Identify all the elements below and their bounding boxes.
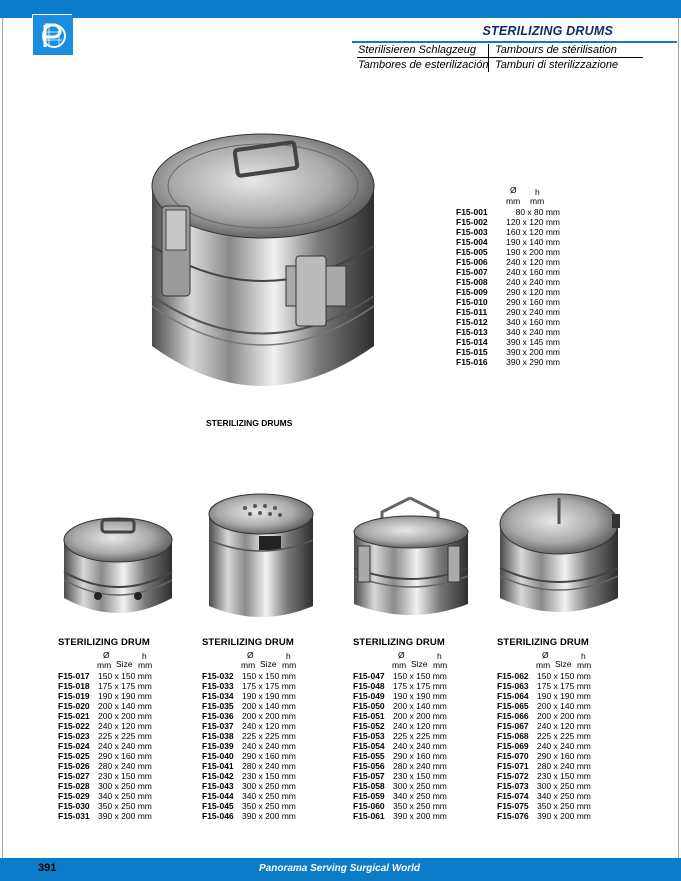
product-code: F15-023 bbox=[58, 731, 90, 741]
product-code: F15-003 bbox=[456, 227, 488, 237]
size-row bbox=[497, 801, 591, 811]
product-code: F15-036 bbox=[202, 711, 234, 721]
size-label: Size bbox=[555, 659, 572, 669]
size-row bbox=[497, 701, 591, 711]
panorama-logo bbox=[32, 14, 72, 54]
product-code: F15-001 bbox=[456, 207, 488, 217]
column-header bbox=[58, 650, 152, 671]
product-dimensions: 280 x 240 mm bbox=[242, 761, 296, 771]
product-dimensions: 290 x 160 mm bbox=[98, 751, 152, 761]
product-code: F15-048 bbox=[353, 681, 385, 691]
product-dimensions: 150 x 150 mm bbox=[393, 671, 447, 681]
footer-tagline: Panorama Serving Surgical World bbox=[259, 863, 420, 874]
size-row bbox=[497, 681, 591, 691]
product-code: F15-043 bbox=[202, 781, 234, 791]
product-dimensions: 225 x 225 mm bbox=[98, 731, 152, 741]
product-dimensions: 240 x 160 mm bbox=[506, 267, 560, 277]
height-symbol: h bbox=[142, 651, 147, 661]
product-code: F15-012 bbox=[456, 317, 488, 327]
product-dimensions: 230 x 150 mm bbox=[242, 771, 296, 781]
diameter-symbol: Ø bbox=[510, 185, 517, 195]
product-code: F15-032 bbox=[202, 671, 234, 681]
product-dimensions: 340 x 250 mm bbox=[393, 791, 447, 801]
product-code: F15-060 bbox=[353, 801, 385, 811]
size-row bbox=[353, 801, 447, 811]
size-row bbox=[202, 671, 296, 681]
product-dimensions: 190 x 190 mm bbox=[393, 691, 447, 701]
product-dimensions: 190 x 140 mm bbox=[506, 237, 560, 247]
size-row bbox=[58, 671, 152, 681]
size-row bbox=[456, 297, 560, 307]
product-code: F15-035 bbox=[202, 701, 234, 711]
size-row bbox=[202, 781, 296, 791]
drum-image-2 bbox=[205, 488, 317, 622]
size-row bbox=[58, 731, 152, 741]
title-underline bbox=[352, 41, 677, 43]
size-row bbox=[58, 721, 152, 731]
product-code: F15-033 bbox=[202, 681, 234, 691]
size-row bbox=[58, 751, 152, 761]
product-dimensions: 280 x 240 mm bbox=[98, 761, 152, 771]
product-dimensions: 225 x 225 mm bbox=[393, 731, 447, 741]
product-dimensions: 300 x 250 mm bbox=[393, 781, 447, 791]
product-dimensions: 340 x 250 mm bbox=[98, 791, 152, 801]
size-row bbox=[497, 751, 591, 761]
product-dimensions: 350 x 250 mm bbox=[242, 801, 296, 811]
size-row bbox=[202, 801, 296, 811]
product-code: F15-067 bbox=[497, 721, 529, 731]
size-row bbox=[353, 681, 447, 691]
product-dimensions: 230 x 150 mm bbox=[537, 771, 591, 781]
size-row bbox=[58, 681, 152, 691]
column-header bbox=[497, 650, 591, 671]
product-dimensions: 300 x 250 mm bbox=[242, 781, 296, 791]
size-row bbox=[58, 701, 152, 711]
page-title: STERILIZING DRUMS bbox=[482, 24, 613, 38]
product-dimensions: 290 x 120 mm bbox=[506, 287, 560, 297]
size-row bbox=[202, 771, 296, 781]
product-code: F15-026 bbox=[58, 761, 90, 771]
product-dimensions: 225 x 225 mm bbox=[537, 731, 591, 741]
product-code: F15-037 bbox=[202, 721, 234, 731]
subtitle-german: Sterilisieren Schlagzeug bbox=[358, 44, 477, 56]
product-dimensions: 290 x 160 mm bbox=[506, 297, 560, 307]
column-header bbox=[202, 650, 296, 671]
product-code: F15-066 bbox=[497, 711, 529, 721]
product-dimensions: 150 x 150 mm bbox=[537, 671, 591, 681]
size-row bbox=[497, 731, 591, 741]
product-code: F15-057 bbox=[353, 771, 385, 781]
product-code: F15-055 bbox=[353, 751, 385, 761]
product-dimensions: 290 x 240 mm bbox=[506, 307, 560, 317]
diameter-symbol: Ø bbox=[398, 650, 405, 660]
product-code: F15-061 bbox=[353, 811, 385, 821]
size-row bbox=[456, 247, 560, 257]
product-column-4 bbox=[497, 637, 591, 821]
column-title: STERILIZING DRUM bbox=[202, 637, 294, 648]
size-row bbox=[202, 751, 296, 761]
product-code: F15-070 bbox=[497, 751, 529, 761]
top-bar bbox=[0, 0, 681, 18]
unit-label: mm bbox=[577, 660, 592, 670]
product-code: F15-034 bbox=[202, 691, 234, 701]
product-dimensions: 160 x 120 mm bbox=[506, 227, 560, 237]
product-code: F15-024 bbox=[58, 741, 90, 751]
product-dimensions: 280 x 240 mm bbox=[393, 761, 447, 771]
product-code: F15-006 bbox=[456, 257, 488, 267]
product-code: F15-011 bbox=[456, 307, 488, 317]
size-row bbox=[497, 761, 591, 771]
size-row bbox=[353, 761, 447, 771]
size-row bbox=[497, 811, 591, 821]
product-dimensions: 200 x 200 mm bbox=[537, 711, 591, 721]
unit-label: mm bbox=[392, 660, 407, 670]
size-row bbox=[202, 761, 296, 771]
unit-label: mm bbox=[97, 660, 112, 670]
product-dimensions: 290 x 160 mm bbox=[537, 751, 591, 761]
product-code: F15-047 bbox=[353, 671, 385, 681]
size-row bbox=[58, 691, 152, 701]
size-row bbox=[353, 711, 447, 721]
unit-label: mm bbox=[506, 196, 521, 206]
product-code: F15-050 bbox=[353, 701, 385, 711]
size-row bbox=[456, 337, 560, 347]
product-code: F15-016 bbox=[456, 357, 488, 367]
product-code: F15-002 bbox=[456, 217, 488, 227]
product-code: F15-039 bbox=[202, 741, 234, 751]
size-row bbox=[497, 671, 591, 681]
size-row bbox=[202, 791, 296, 801]
page-number: 391 bbox=[38, 862, 57, 874]
product-code: F15-007 bbox=[456, 267, 488, 277]
size-label: Size bbox=[260, 659, 277, 669]
size-row bbox=[58, 761, 152, 771]
product-code: F15-014 bbox=[456, 337, 488, 347]
product-dimensions: 175 x 175 mm bbox=[242, 681, 296, 691]
size-row bbox=[456, 217, 560, 227]
size-row bbox=[353, 781, 447, 791]
product-dimensions: 190 x 190 mm bbox=[242, 691, 296, 701]
product-code: F15-069 bbox=[497, 741, 529, 751]
product-code: F15-027 bbox=[58, 771, 90, 781]
product-dimensions: 190 x 200 mm bbox=[506, 247, 560, 257]
size-row bbox=[497, 691, 591, 701]
product-column-3 bbox=[353, 637, 447, 821]
size-row bbox=[58, 801, 152, 811]
main-caption: STERILIZING DRUMS bbox=[206, 418, 293, 428]
size-row bbox=[353, 791, 447, 801]
size-row bbox=[353, 751, 447, 761]
product-code: F15-041 bbox=[202, 761, 234, 771]
column-title: STERILIZING DRUM bbox=[353, 637, 445, 648]
subtitle-french: Tambours de stérilisation bbox=[495, 44, 617, 56]
product-dimensions: 300 x 250 mm bbox=[98, 781, 152, 791]
product-dimensions: 200 x 200 mm bbox=[393, 711, 447, 721]
product-dimensions: 200 x 140 mm bbox=[537, 701, 591, 711]
product-dimensions: 200 x 140 mm bbox=[393, 701, 447, 711]
size-row bbox=[456, 227, 560, 237]
size-row bbox=[353, 701, 447, 711]
product-code: F15-053 bbox=[353, 731, 385, 741]
subtitle-italian: Tamburi di sterilizzazione bbox=[495, 59, 619, 71]
size-row bbox=[456, 237, 560, 247]
size-row bbox=[497, 791, 591, 801]
product-dimensions: 200 x 200 mm bbox=[242, 711, 296, 721]
product-code: F15-009 bbox=[456, 287, 488, 297]
main-size-table bbox=[456, 187, 560, 367]
size-row bbox=[456, 327, 560, 337]
product-dimensions: 390 x 200 mm bbox=[98, 811, 152, 821]
size-row bbox=[456, 207, 560, 217]
main-drum-image bbox=[136, 126, 388, 408]
size-row bbox=[58, 711, 152, 721]
size-row bbox=[202, 681, 296, 691]
unit-label: mm bbox=[530, 196, 545, 206]
size-row bbox=[353, 771, 447, 781]
size-row bbox=[497, 721, 591, 731]
size-row bbox=[202, 741, 296, 751]
product-code: F15-044 bbox=[202, 791, 234, 801]
product-code: F15-005 bbox=[456, 247, 488, 257]
unit-label: mm bbox=[138, 660, 153, 670]
height-symbol: h bbox=[535, 187, 540, 197]
product-dimensions: 150 x 150 mm bbox=[98, 671, 152, 681]
product-code: F15-073 bbox=[497, 781, 529, 791]
product-dimensions: 240 x 120 mm bbox=[98, 721, 152, 731]
product-code: F15-029 bbox=[58, 791, 90, 801]
size-row bbox=[456, 267, 560, 277]
product-column-2 bbox=[202, 637, 296, 821]
size-table-header bbox=[456, 187, 560, 207]
product-code: F15-015 bbox=[456, 347, 488, 357]
size-row bbox=[456, 287, 560, 297]
product-dimensions: 300 x 250 mm bbox=[537, 781, 591, 791]
height-symbol: h bbox=[286, 651, 291, 661]
product-dimensions: 175 x 175 mm bbox=[393, 681, 447, 691]
unit-label: mm bbox=[433, 660, 448, 670]
size-row bbox=[58, 741, 152, 751]
product-dimensions: 230 x 150 mm bbox=[98, 771, 152, 781]
product-dimensions: 390 x 200 mm bbox=[537, 811, 591, 821]
unit-label: mm bbox=[282, 660, 297, 670]
product-code: F15-025 bbox=[58, 751, 90, 761]
product-code: F15-021 bbox=[58, 711, 90, 721]
size-row bbox=[202, 721, 296, 731]
product-dimensions: 390 x 200 mm bbox=[242, 811, 296, 821]
drum-image-1 bbox=[58, 510, 178, 622]
size-row bbox=[202, 711, 296, 721]
product-dimensions: 280 x 240 mm bbox=[537, 761, 591, 771]
product-dimensions: 350 x 250 mm bbox=[393, 801, 447, 811]
product-dimensions: 175 x 175 mm bbox=[98, 681, 152, 691]
size-row bbox=[456, 357, 560, 367]
size-label: Size bbox=[411, 659, 428, 669]
product-dimensions: 390 x 200 mm bbox=[393, 811, 447, 821]
size-row bbox=[202, 701, 296, 711]
product-code: F15-056 bbox=[353, 761, 385, 771]
drum-image-4 bbox=[494, 484, 624, 622]
product-code: F15-020 bbox=[58, 701, 90, 711]
product-dimensions: 340 x 160 mm bbox=[506, 317, 560, 327]
product-dimensions: 230 x 150 mm bbox=[393, 771, 447, 781]
product-column-1 bbox=[58, 637, 152, 821]
product-dimensions: 190 x 190 mm bbox=[537, 691, 591, 701]
product-dimensions: 200 x 140 mm bbox=[242, 701, 296, 711]
height-symbol: h bbox=[581, 651, 586, 661]
product-code: F15-062 bbox=[497, 671, 529, 681]
size-label: Size bbox=[116, 659, 133, 669]
product-dimensions: 240 x 240 mm bbox=[98, 741, 152, 751]
height-symbol: h bbox=[437, 651, 442, 661]
size-row bbox=[353, 811, 447, 821]
product-dimensions: 240 x 120 mm bbox=[537, 721, 591, 731]
product-code: F15-046 bbox=[202, 811, 234, 821]
size-row bbox=[353, 691, 447, 701]
product-dimensions: 150 x 150 mm bbox=[242, 671, 296, 681]
product-code: F15-030 bbox=[58, 801, 90, 811]
product-code: F15-063 bbox=[497, 681, 529, 691]
product-dimensions: 290 x 160 mm bbox=[393, 751, 447, 761]
product-dimensions: 340 x 240 mm bbox=[506, 327, 560, 337]
product-code: F15-042 bbox=[202, 771, 234, 781]
product-dimensions: 340 x 250 mm bbox=[537, 791, 591, 801]
column-title: STERILIZING DRUM bbox=[497, 637, 589, 648]
size-row bbox=[456, 277, 560, 287]
product-code: F15-072 bbox=[497, 771, 529, 781]
size-row bbox=[456, 347, 560, 357]
size-row bbox=[58, 771, 152, 781]
product-code: F15-064 bbox=[497, 691, 529, 701]
size-row bbox=[58, 781, 152, 791]
product-code: F15-013 bbox=[456, 327, 488, 337]
product-code: F15-068 bbox=[497, 731, 529, 741]
product-dimensions: 200 x 140 mm bbox=[98, 701, 152, 711]
product-code: F15-051 bbox=[353, 711, 385, 721]
product-dimensions: 390 x 145 mm bbox=[506, 337, 560, 347]
product-dimensions: 240 x 240 mm bbox=[506, 277, 560, 287]
diameter-symbol: Ø bbox=[103, 650, 110, 660]
product-code: F15-075 bbox=[497, 801, 529, 811]
product-dimensions: 240 x 120 mm bbox=[506, 257, 560, 267]
size-row bbox=[58, 811, 152, 821]
product-dimensions: 240 x 120 mm bbox=[242, 721, 296, 731]
size-row bbox=[497, 711, 591, 721]
product-code: F15-028 bbox=[58, 781, 90, 791]
product-dimensions: 240 x 240 mm bbox=[242, 741, 296, 751]
size-row bbox=[497, 771, 591, 781]
size-row bbox=[353, 741, 447, 751]
product-dimensions: 200 x 200 mm bbox=[98, 711, 152, 721]
product-code: F15-040 bbox=[202, 751, 234, 761]
size-row bbox=[456, 257, 560, 267]
size-row bbox=[497, 781, 591, 791]
product-dimensions: 120 x 120 mm bbox=[506, 217, 560, 227]
product-dimensions: 80 x 80 mm bbox=[515, 207, 560, 217]
product-code: F15-052 bbox=[353, 721, 385, 731]
product-dimensions: 340 x 250 mm bbox=[242, 791, 296, 801]
product-dimensions: 350 x 250 mm bbox=[537, 801, 591, 811]
product-dimensions: 225 x 225 mm bbox=[242, 731, 296, 741]
drum-image-3 bbox=[350, 496, 472, 622]
product-dimensions: 350 x 250 mm bbox=[98, 801, 152, 811]
subtitle-divider bbox=[488, 44, 489, 72]
column-header bbox=[353, 650, 447, 671]
product-code: F15-038 bbox=[202, 731, 234, 741]
product-dimensions: 390 x 290 mm bbox=[506, 357, 560, 367]
unit-label: mm bbox=[536, 660, 551, 670]
product-dimensions: 190 x 190 mm bbox=[98, 691, 152, 701]
product-code: F15-074 bbox=[497, 791, 529, 801]
size-row bbox=[456, 307, 560, 317]
size-row bbox=[202, 691, 296, 701]
product-code: F15-049 bbox=[353, 691, 385, 701]
product-code: F15-022 bbox=[58, 721, 90, 731]
column-title: STERILIZING DRUM bbox=[58, 637, 150, 648]
product-code: F15-058 bbox=[353, 781, 385, 791]
product-code: F15-031 bbox=[58, 811, 90, 821]
size-row bbox=[353, 731, 447, 741]
product-dimensions: 175 x 175 mm bbox=[537, 681, 591, 691]
product-code: F15-054 bbox=[353, 741, 385, 751]
unit-label: mm bbox=[241, 660, 256, 670]
product-code: F15-004 bbox=[456, 237, 488, 247]
product-dimensions: 390 x 200 mm bbox=[506, 347, 560, 357]
product-dimensions: 240 x 240 mm bbox=[393, 741, 447, 751]
size-row bbox=[353, 721, 447, 731]
size-row bbox=[353, 671, 447, 681]
subtitle-rule bbox=[357, 57, 643, 58]
product-code: F15-045 bbox=[202, 801, 234, 811]
size-row bbox=[202, 731, 296, 741]
diameter-symbol: Ø bbox=[542, 650, 549, 660]
product-code: F15-019 bbox=[58, 691, 90, 701]
size-row bbox=[58, 791, 152, 801]
diameter-symbol: Ø bbox=[247, 650, 254, 660]
product-dimensions: 240 x 120 mm bbox=[393, 721, 447, 731]
subtitle-spanish: Tambores de esterilización bbox=[358, 59, 489, 71]
product-dimensions: 290 x 160 mm bbox=[242, 751, 296, 761]
product-code: F15-076 bbox=[497, 811, 529, 821]
size-row bbox=[202, 811, 296, 821]
product-code: F15-059 bbox=[353, 791, 385, 801]
product-code: F15-008 bbox=[456, 277, 488, 287]
product-code: F15-010 bbox=[456, 297, 488, 307]
product-code: F15-017 bbox=[58, 671, 90, 681]
product-code: F15-018 bbox=[58, 681, 90, 691]
product-code: F15-071 bbox=[497, 761, 529, 771]
product-dimensions: 240 x 240 mm bbox=[537, 741, 591, 751]
size-row bbox=[456, 317, 560, 327]
size-row bbox=[497, 741, 591, 751]
product-code: F15-065 bbox=[497, 701, 529, 711]
